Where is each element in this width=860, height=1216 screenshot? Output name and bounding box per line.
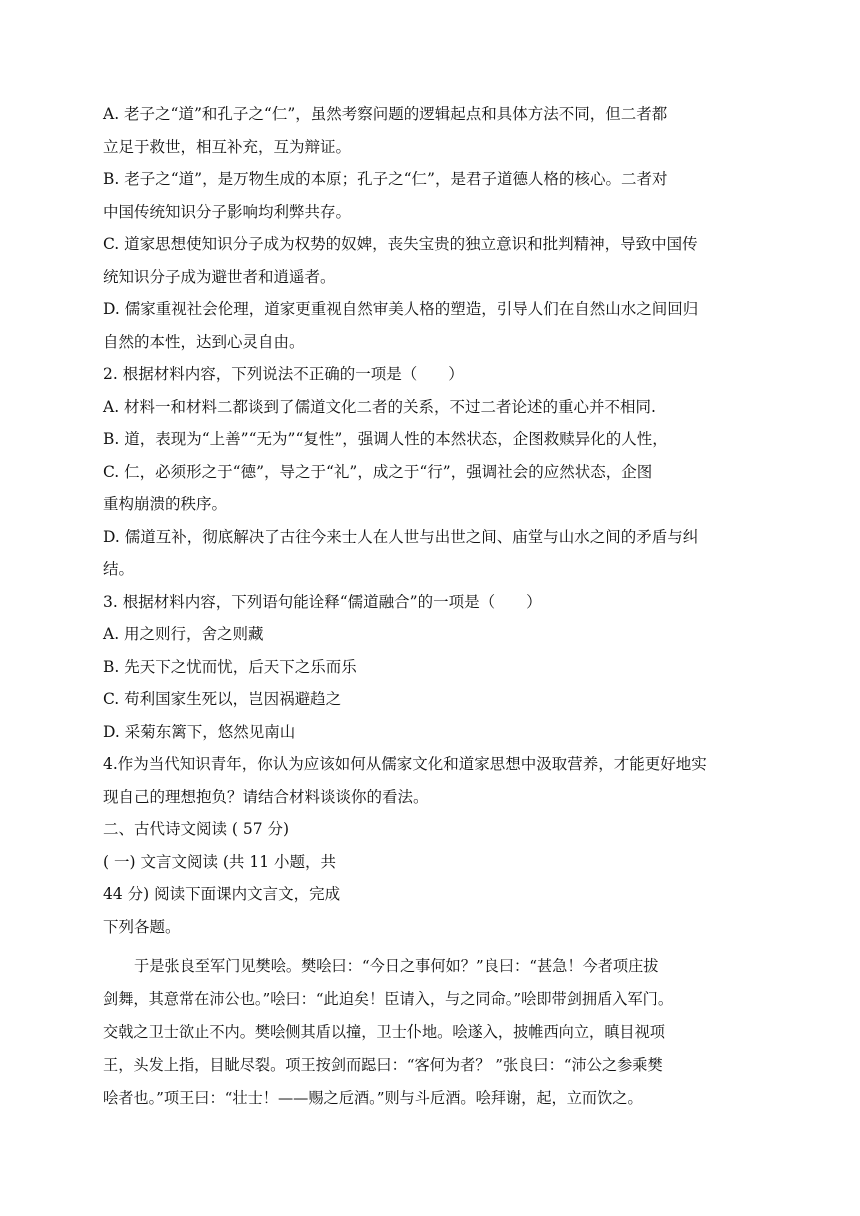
text-line: 现自己的理想抱负？请结合材料谈谈你的看法。 (103, 787, 429, 806)
q1-option-c (103, 228, 753, 293)
question-2-stem: 2. 根据材料内容，下列说法不正确的一项是（ ） (103, 365, 464, 383)
text-line: A. 老子之“道”和孔子之“仁”，虽然考察问题的逻辑起点和具体方法不同，但二者都 (103, 105, 668, 123)
text-line: C. 仁，必须形之于“德”，导之于“礼”，成之于“行”，强调社会的应然状态，企图 (103, 462, 653, 481)
text-line: 立足于救世，相互补充，互为辩证。 (103, 137, 352, 156)
q1-option-d (103, 293, 753, 358)
text-line: D. 儒道互补，彻底解决了古往今来士人在人世与出世之间、庙堂与山水之间的矛盾与纠 (103, 527, 699, 546)
text-line: 下列各题。 (103, 917, 181, 936)
q3-option-b: B. 先天下之忧而忧，后天下之乐而乐 (103, 657, 357, 676)
passage-line: 交戟之卫士欲止不内。樊哙侧其盾以撞，卫士仆地。哙遂入，披帷西向立，瞋目视项 (103, 1023, 665, 1041)
q3-option-d: D. 采菊东篱下，悠然见南山 (103, 722, 296, 741)
passage-line: 哙者也。”项王曰：“壮士！——赐之卮酒。”则与斗卮酒。哙拜谢，起，立而饮之。 (103, 1089, 643, 1107)
question-4 (103, 748, 753, 813)
text-line: 统知识分子成为避世者和逍遥者。 (103, 267, 336, 286)
passage-line: 剑舞，其意常在沛公也。”哙曰：“此迫矣！臣请入，与之同命。”哙即带剑拥盾入军门。 (103, 990, 674, 1008)
text-line: 结。 (103, 560, 135, 578)
q1-option-a (103, 98, 753, 163)
q2-option-a: A. 材料一和材料二都谈到了儒道文化二者的关系，不过二者论述的重心并不相同. (103, 397, 656, 416)
text-line: 中国传统知识分子影响均利弊共存。 (103, 202, 352, 221)
question-3-stem: 3. 根据材料内容，下列语句能诠释“儒道融合”的一项是（ ） (103, 592, 542, 611)
text-line: B. 老子之“道”，是万物生成的本原；孔子之“仁”，是君子道德人格的核心。二者对 (103, 170, 668, 188)
q2-option-c (103, 456, 753, 521)
passage-line: 于是张良至军门见樊哙。樊哙曰：“今日之事何如？”良曰：“甚急！今者项庄拔 (134, 957, 659, 975)
text-line: 4.作为当代知识青年，你认为应该如何从儒家文化和道家思想中汲取营养，才能更好地实 (103, 755, 707, 773)
q1-option-b (103, 163, 753, 228)
text-line: 44 分) 阅读下面课内文言文，完成 (103, 885, 341, 903)
text-line: 自然的本性，达到心灵自由。 (103, 332, 305, 351)
exam-content (103, 98, 753, 1115)
text-line: C. 道家思想使知识分子成为权势的奴婢，丧失宝贵的独立意识和批判精神，导致中国传 (103, 235, 698, 253)
passage-line: 王，头发上指，目眦尽裂。项王按剑而跽曰：“客何为者？ ”张良曰：“沛公之参乘樊 (103, 1056, 663, 1074)
q2-option-d (103, 521, 753, 586)
text-line: D. 儒家重视社会伦理，道家更重视自然审美人格的塑造，引导人们在自然山水之间回归 (103, 300, 699, 318)
section-2-heading: 二、古代诗文阅读 ( 57 分) (103, 820, 290, 838)
text-line: 重构崩溃的秩序。 (103, 495, 228, 513)
section-2-subheading (103, 846, 753, 944)
classical-passage (103, 950, 753, 1115)
text-line: ( 一) 文言文阅读 (共 11 小题，共 (103, 852, 337, 871)
q2-option-b: B. 道，表现为“上善”“无为”“复性”，强调人性的本然状态，企图救赎异化的人性， (103, 430, 668, 448)
q3-option-a: A. 用之则行，舍之则藏 (103, 625, 264, 643)
q3-option-c: C. 苟利国家生死以，岂因祸避趋之 (103, 690, 342, 708)
